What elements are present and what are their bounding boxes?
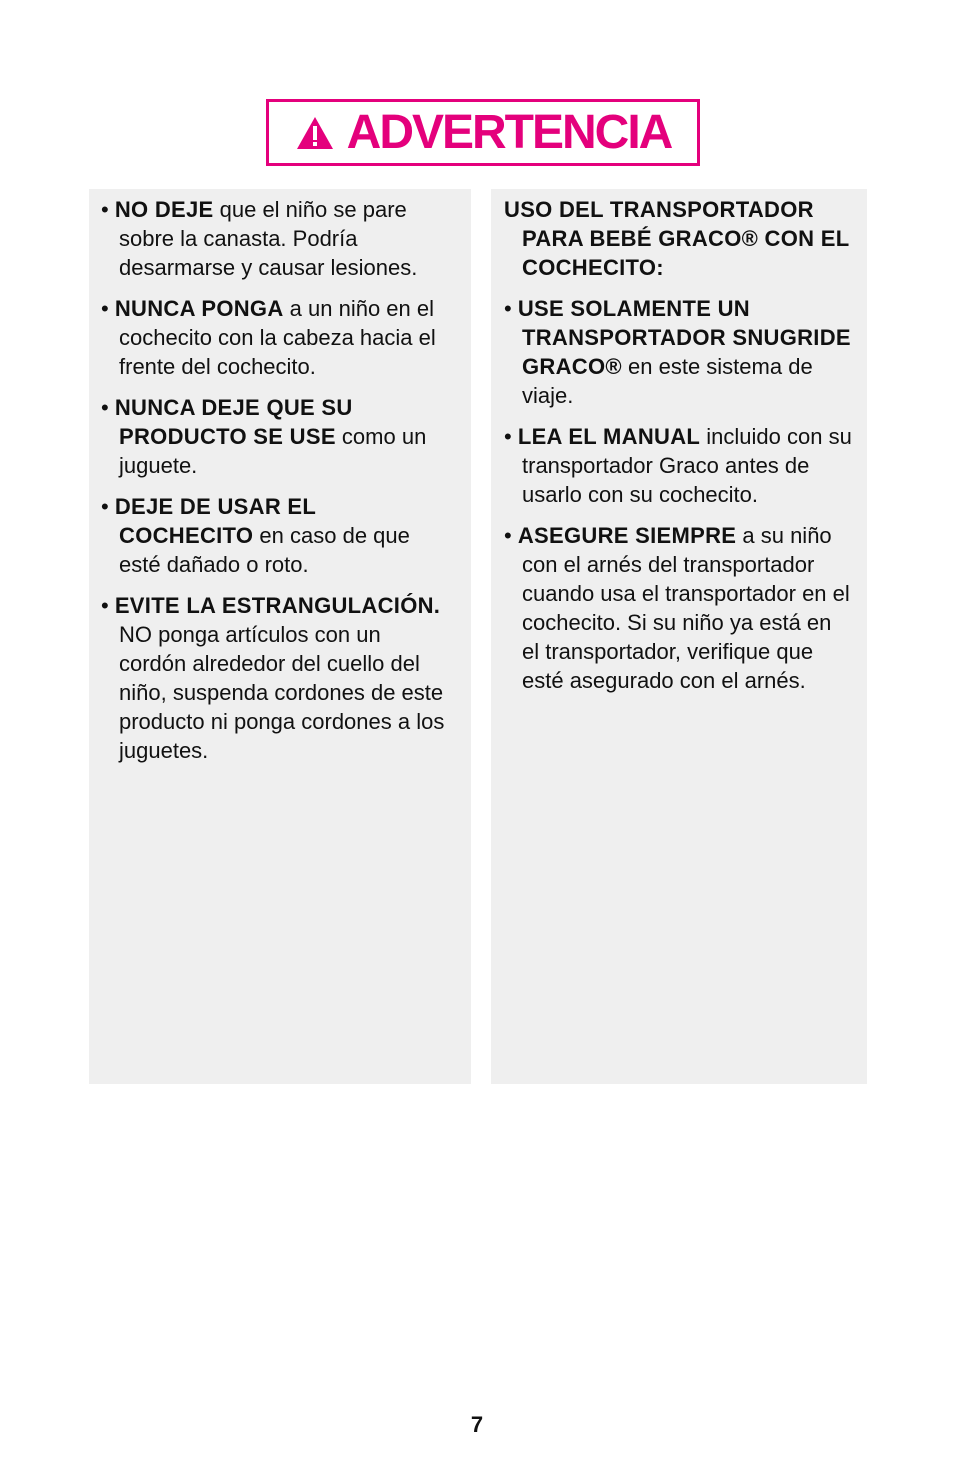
warning-item-bold: USE SOLAMENTE UN TRANSPORTADOR SNUGRIDE GRACO® [517,296,851,379]
warning-item-text: en caso de que esté dañado o roto. [119,523,410,577]
warning-item-bold: DEJE DE USAR EL COCHECITO [114,494,316,548]
warning-item: • DEJE DE USAR EL COCHECITO en caso de que esté dañado o roto. [101,494,410,577]
right-column [491,189,867,1084]
warning-item-text: NO ponga artículos con un cordón alrededor del cuello del niño, suspenda cordones de este producto ni ponga cordones a los juguetes. [119,622,445,763]
warning-item-text: a un niño en el cochecito con la cabeza hacia el frente del cochecito. [119,296,436,379]
warning-item-bold: LEA EL MANUAL [517,424,701,449]
left-column [89,189,471,1084]
warning-triangle-icon [295,115,335,151]
warning-item-text: incluido con su transportador Graco antes de usarlo con su cochecito. [522,424,852,507]
warning-item: • EVITE LA ESTRANGULACIÓN. NO ponga artículos con un cordón alrededor del cuello del niño, suspenda cordones de este producto ni ponga cordones a los juguetes. [101,593,445,763]
warning-item-bold: NUNCA PONGA [114,296,284,321]
warning-item-text: en este sistema de viaje. [522,354,813,408]
warning-item-text: que el niño se pare sobre la canasta. Podría desarmarse y causar lesiones. [119,197,418,280]
warning-item: • ASEGURE SIEMPRE a su niño con el arnés del transportador cuando usa el transportador en el cochecito. Si su niño ya está en el transportador, verifique que esté asegurado con el arnés. [504,523,850,693]
warning-item-bold: NUNCA DEJE QUE SU PRODUCTO SE USE [114,395,353,449]
warning-item: • LEA EL MANUAL incluido con su transportador Graco antes de usarlo con su cochecito. [504,424,852,507]
page-number: 7 [470,1412,484,1437]
section-heading-text: USO DEL TRANSPORTADOR PARA BEBÉ GRACO® CON EL COCHECITO: [504,197,850,280]
warning-banner [266,99,700,166]
warning-item-bold: EVITE LA ESTRANGULACIÓN. [114,593,441,618]
warning-item: • NUNCA PONGA a un niño en el cochecito con la cabeza hacia el frente del cochecito. [101,296,436,379]
section-heading [504,195,853,282]
warning-item: • NUNCA DEJE QUE SU PRODUCTO SE USE como un juguete. [101,395,427,478]
banner-title: ADVERTENCIA [346,106,672,159]
warning-item: • USE SOLAMENTE UN TRANSPORTADOR SNUGRIDE GRACO® en este sistema de viaje. [504,296,851,408]
warning-item-text: a su niño con el arnés del transportador cuando usa el transportador en el cochecito. Si su niño ya está en el transportador, verifique que esté asegurado con el arnés. [522,523,850,693]
warning-item-bold: ASEGURE SIEMPRE [517,523,737,548]
warning-item: • NO DEJE que el niño se pare sobre la canasta. Podría desarmarse y causar lesiones. [101,197,418,280]
warning-item-bold: NO DEJE [114,197,214,222]
warning-item-text: como un juguete. [119,424,427,478]
